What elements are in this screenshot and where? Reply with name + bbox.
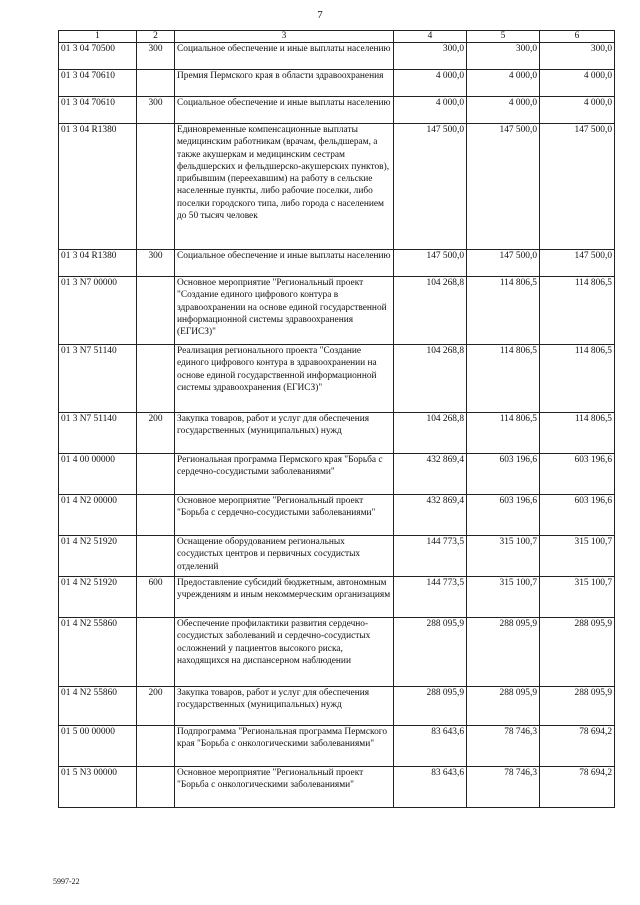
row-code: 01 5 00 00000 (59, 726, 137, 767)
row-amount-col6: 603 196,6 (540, 495, 615, 536)
header-col-3: 3 (175, 31, 394, 43)
row-amount-col4: 288 095,9 (394, 687, 467, 726)
row-code: 01 5 N3 00000 (59, 767, 137, 808)
table-row (59, 536, 615, 577)
table-row (59, 97, 615, 124)
row-description: Реализация регионального проекта "Создание единого цифрового контура в здравоохранении на основе единой государственной информационной системы здравоохранения (ЕГИСЗ)" (175, 345, 394, 413)
row-amount-col5: 315 100,7 (467, 577, 540, 618)
row-description: Подпрограмма "Региональная программа Пермского края "Борьба с онкологическими заболеваниями" (175, 726, 394, 767)
row-expense-type (137, 277, 175, 345)
header-col-1: 1 (59, 31, 137, 43)
table-row (59, 687, 615, 726)
table-row (59, 43, 615, 70)
row-amount-col5: 147 500,0 (467, 124, 540, 250)
row-amount-col6: 288 095,9 (540, 687, 615, 726)
row-expense-type (137, 124, 175, 250)
page-number: 7 (317, 9, 323, 21)
row-amount-col6: 114 806,5 (540, 413, 615, 454)
row-amount-col6: 147 500,0 (540, 250, 615, 277)
row-expense-type: 200 (137, 687, 175, 726)
row-description: Социальное обеспечение и иные выплаты населению (175, 250, 394, 277)
row-amount-col5: 300,0 (467, 43, 540, 70)
row-expense-type: 600 (137, 577, 175, 618)
row-amount-col6: 114 806,5 (540, 277, 615, 345)
row-amount-col4: 83 643,6 (394, 767, 467, 808)
row-expense-type (137, 618, 175, 687)
budget-table (58, 30, 615, 808)
row-code: 01 3 04 R1380 (59, 124, 137, 250)
row-code: 01 3 04 70610 (59, 70, 137, 97)
row-description: Единовременные компенсационные выплаты медицинским работникам (врачам, фельдшерам, а также акушеркам и медицинским сестрам фельдшерских и фельдшерско-акушерских пунктов), прибывшим (переехавшим) на работу в сельские населенные пункты, либо рабочие поселки, либо поселки городского типа, либо города с населением до 50 тысяч человек (175, 124, 394, 250)
row-amount-col4: 104 268,8 (394, 345, 467, 413)
row-expense-type: 200 (137, 413, 175, 454)
row-amount-col5: 114 806,5 (467, 413, 540, 454)
row-amount-col6: 78 694,2 (540, 767, 615, 808)
row-amount-col6: 114 806,5 (540, 345, 615, 413)
row-expense-type (137, 70, 175, 97)
row-amount-col4: 83 643,6 (394, 726, 467, 767)
row-amount-col6: 315 100,7 (540, 577, 615, 618)
row-expense-type (137, 345, 175, 413)
table-header (59, 31, 615, 43)
row-description: Закупка товаров, работ и услуг для обеспечения государственных (муниципальных) нужд (175, 413, 394, 454)
row-expense-type (137, 454, 175, 495)
row-amount-col5: 288 095,9 (467, 618, 540, 687)
table-row (59, 124, 615, 250)
row-amount-col4: 300,0 (394, 43, 467, 70)
row-expense-type: 300 (137, 97, 175, 124)
row-expense-type (137, 536, 175, 577)
row-expense-type (137, 767, 175, 808)
table-row (59, 495, 615, 536)
header-col-4: 4 (394, 31, 467, 43)
row-code: 01 4 N2 00000 (59, 495, 137, 536)
row-amount-col5: 78 746,3 (467, 767, 540, 808)
row-amount-col5: 114 806,5 (467, 345, 540, 413)
row-amount-col6: 603 196,6 (540, 454, 615, 495)
row-amount-col6: 147 500,0 (540, 124, 615, 250)
row-amount-col5: 78 746,3 (467, 726, 540, 767)
row-code: 01 4 N2 55860 (59, 687, 137, 726)
header-col-6: 6 (540, 31, 615, 43)
table-row (59, 618, 615, 687)
row-description: Обеспечение профилактики развития сердечно-сосудистых заболеваний и сердечно-сосудистых осложнений у пациентов высокого риска, находящихся на диспансерном наблюдении (175, 618, 394, 687)
row-amount-col6: 4 000,0 (540, 70, 615, 97)
row-description: Основное мероприятие "Региональный проект "Создание единого цифрового контура в здравоохранении на основе единой государственной информационной системы здравоохранения (ЕГИСЗ)" (175, 277, 394, 345)
row-amount-col5: 114 806,5 (467, 277, 540, 345)
table-row (59, 345, 615, 413)
header-col-5: 5 (467, 31, 540, 43)
row-description: Закупка товаров, работ и услуг для обеспечения государственных (муниципальных) нужд (175, 687, 394, 726)
row-amount-col4: 4 000,0 (394, 97, 467, 124)
row-amount-col4: 104 268,8 (394, 413, 467, 454)
row-amount-col4: 147 500,0 (394, 124, 467, 250)
header-col-2: 2 (137, 31, 175, 43)
row-description: Социальное обеспечение и иные выплаты населению (175, 43, 394, 70)
row-code: 01 4 00 00000 (59, 454, 137, 495)
row-amount-col5: 603 196,6 (467, 495, 540, 536)
row-description: Оснащение оборудованием региональных сосудистых центров и первичных сосудистых отделений (175, 536, 394, 577)
row-amount-col4: 104 268,8 (394, 277, 467, 345)
row-code: 01 3 04 70500 (59, 43, 137, 70)
row-description: Предоставление субсидий бюджетным, автономным учреждениям и иным некоммерческим организациям (175, 577, 394, 618)
row-code: 01 3 04 70610 (59, 97, 137, 124)
row-amount-col5: 315 100,7 (467, 536, 540, 577)
row-amount-col6: 78 694,2 (540, 726, 615, 767)
row-description: Премия Пермского края в области здравоохранения (175, 70, 394, 97)
row-code: 01 3 N7 00000 (59, 277, 137, 345)
row-code: 01 4 N2 51920 (59, 536, 137, 577)
row-amount-col4: 147 500,0 (394, 250, 467, 277)
row-amount-col5: 288 095,9 (467, 687, 540, 726)
row-amount-col4: 288 095,9 (394, 618, 467, 687)
row-description: Социальное обеспечение и иные выплаты населению (175, 97, 394, 124)
row-description: Основное мероприятие "Региональный проект "Борьба с онкологическими заболеваниями" (175, 767, 394, 808)
header-row (59, 31, 615, 43)
row-description: Региональная программа Пермского края "Борьба с сердечно-сосудистыми заболеваниями" (175, 454, 394, 495)
row-amount-col5: 147 500,0 (467, 250, 540, 277)
document-code: 5997-22 (53, 877, 80, 886)
table-row (59, 250, 615, 277)
row-code: 01 4 N2 51920 (59, 577, 137, 618)
row-amount-col5: 4 000,0 (467, 97, 540, 124)
row-amount-col4: 432 869,4 (394, 454, 467, 495)
row-amount-col4: 144 773,5 (394, 577, 467, 618)
row-code: 01 3 N7 51140 (59, 413, 137, 454)
row-amount-col4: 4 000,0 (394, 70, 467, 97)
row-expense-type: 300 (137, 250, 175, 277)
row-amount-col4: 144 773,5 (394, 536, 467, 577)
row-amount-col6: 315 100,7 (540, 536, 615, 577)
row-amount-col5: 603 196,6 (467, 454, 540, 495)
row-amount-col4: 432 869,4 (394, 495, 467, 536)
row-expense-type (137, 495, 175, 536)
row-code: 01 4 N2 55860 (59, 618, 137, 687)
table-row (59, 767, 615, 808)
row-description: Основное мероприятие "Региональный проект "Борьба с сердечно-сосудистыми заболеваниями" (175, 495, 394, 536)
row-amount-col6: 288 095,9 (540, 618, 615, 687)
row-code: 01 3 04 R1380 (59, 250, 137, 277)
row-expense-type: 300 (137, 43, 175, 70)
table-row (59, 70, 615, 97)
row-amount-col6: 4 000,0 (540, 97, 615, 124)
table-row (59, 726, 615, 767)
row-amount-col5: 4 000,0 (467, 70, 540, 97)
table-row (59, 277, 615, 345)
row-amount-col6: 300,0 (540, 43, 615, 70)
table-row (59, 413, 615, 454)
row-code: 01 3 N7 51140 (59, 345, 137, 413)
table-row (59, 577, 615, 618)
table-row (59, 454, 615, 495)
row-expense-type (137, 726, 175, 767)
